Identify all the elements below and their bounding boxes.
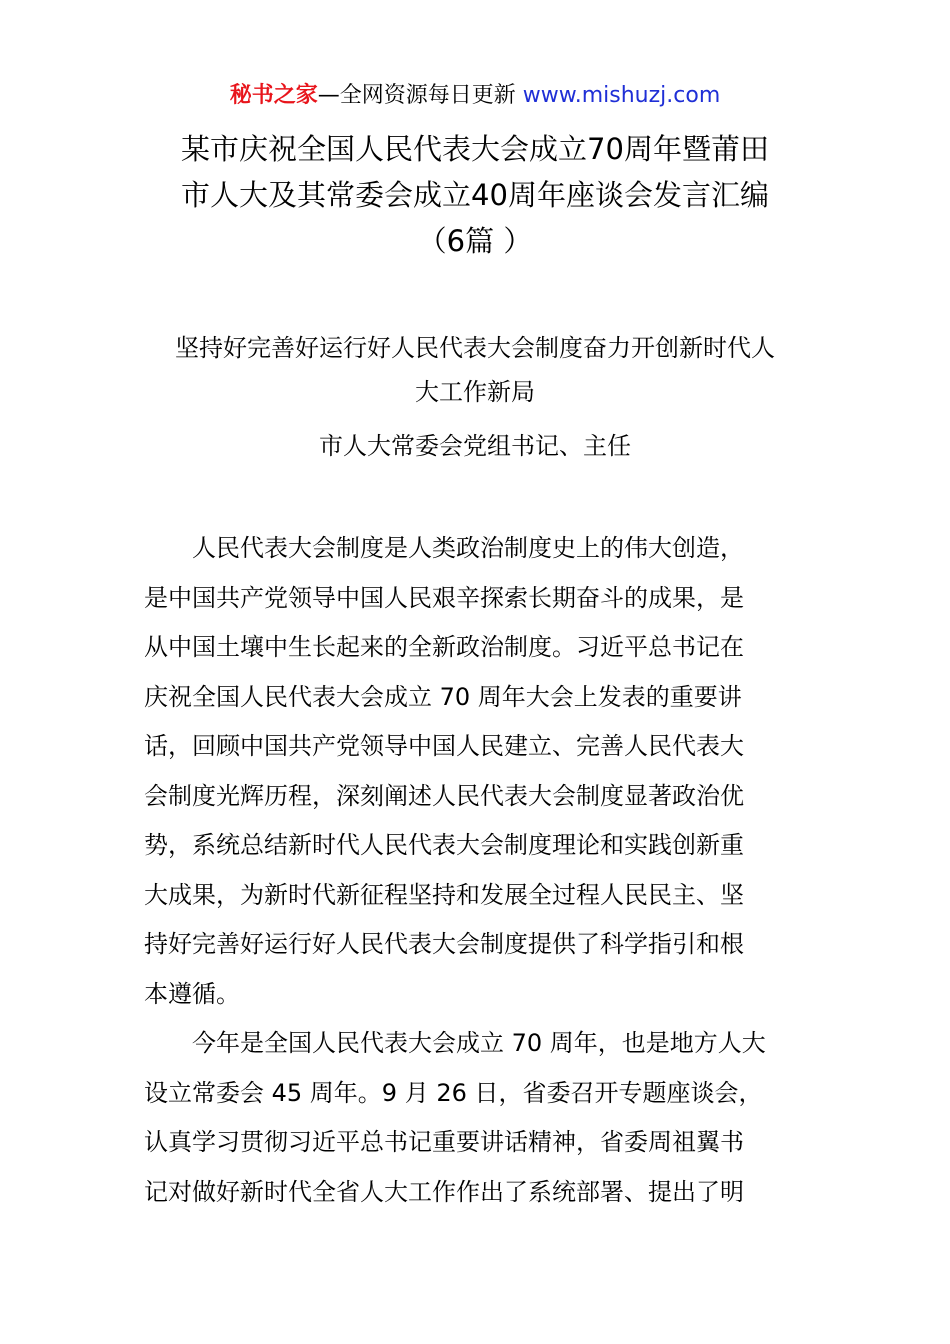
site-header <box>0 80 950 112</box>
paragraph <box>144 524 808 1019</box>
title-line: 市人大及其常委会成立40周年座谈会发言汇编 <box>181 178 769 212</box>
article-title <box>140 326 810 414</box>
text-line: 设立常委会 45 周年。9 月 26 日，省委召开专题座谈会， <box>144 1078 763 1107</box>
text-line: 话，回顾中国共产党领导中国人民建立、完善人民代表大 <box>144 732 744 760</box>
document-title <box>140 126 810 264</box>
text-line: 会制度光辉历程，深刻阐述人民代表大会制度显著政治优 <box>144 781 744 810</box>
text-line: 本遵循。 <box>144 979 240 1008</box>
text-line: 大成果，为新时代新征程坚持和发展全过程人民民主、坚 <box>144 880 744 909</box>
title-line: （6篇 ） <box>417 224 533 258</box>
text-line: 是中国共产党领导中国人民艰辛探索长期奋斗的成果，是 <box>144 583 744 612</box>
text-line: 认真学习贯彻习近平总书记重要讲话精神，省委周祖翼书 <box>144 1128 744 1156</box>
text-line: 今年是全国人民代表大会成立 70 周年，也是地方人大 <box>192 1029 766 1057</box>
site-url-link[interactable]: www.mishuzj.com <box>522 83 721 108</box>
subtitle-line: 坚持好完善好运行好人民代表大会制度奋力开创新时代人 <box>175 334 775 362</box>
text-line: 庆祝全国人民代表大会成立 70 周年大会上发表的重要讲 <box>144 682 742 711</box>
author-line: 市人大常委会党组书记、主任 <box>319 432 631 460</box>
title-line: 某市庆祝全国人民代表大会成立70周年暨莆田 <box>181 132 769 166</box>
text-line: 从中国土壤中生长起来的全新政治制度。习近平总书记在 <box>144 633 744 661</box>
article-body <box>144 524 808 1217</box>
paragraph <box>144 1019 808 1217</box>
text-line: 持好完善好运行好人民代表大会制度提供了科学指引和根 <box>144 930 744 958</box>
site-tagline: —全网资源每日更新 <box>317 83 523 108</box>
text-line: 势，系统总结新时代人民代表大会制度理论和实践创新重 <box>144 831 744 859</box>
site-brand: 秘书之家 <box>229 83 318 108</box>
text-line: 记对做好新时代全省人大工作作出了系统部署、提出了明 <box>144 1177 744 1206</box>
subtitle-line: 大工作新局 <box>415 378 535 406</box>
text-line: 人民代表大会制度是人类政治制度史上的伟大创造， <box>192 534 744 562</box>
